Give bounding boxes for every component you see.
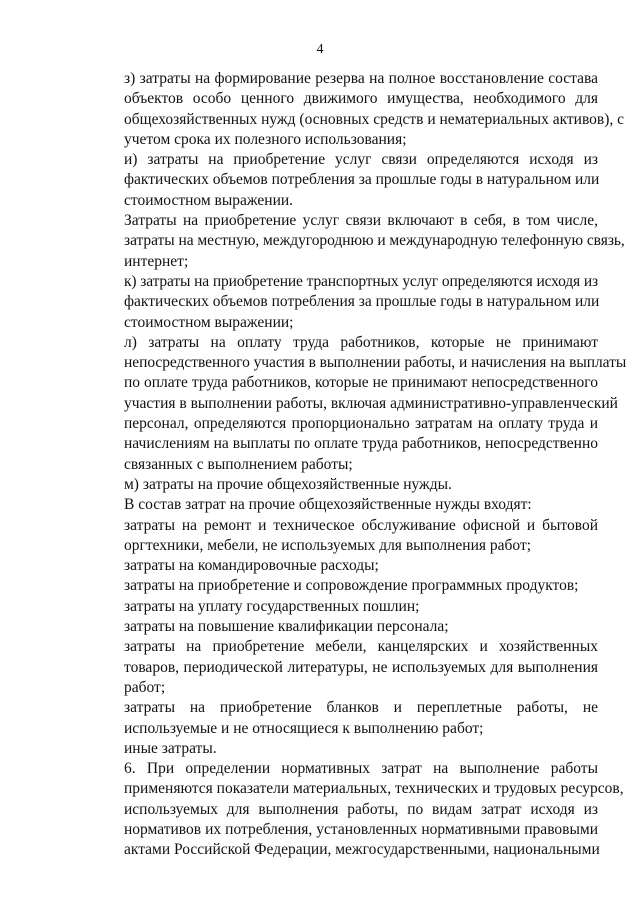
text-line: затраты на командировочные расходы; bbox=[124, 557, 379, 575]
text-line: затраты на уплату государственных пошлин; bbox=[124, 597, 420, 615]
paragraph-k bbox=[94, 272, 598, 333]
text-line: В состав затрат на прочие общехозяйственные нужды входят: bbox=[124, 496, 532, 514]
paragraph-remont bbox=[94, 516, 598, 557]
text-line: и) затраты на приобретение услуг связи определяются исходя из bbox=[124, 151, 598, 169]
paragraph-inye bbox=[94, 739, 598, 759]
text-line: персонал, определяются пропорционально затратам на оплату труда и bbox=[124, 415, 598, 433]
text-line: фактических объемов потребления за прошлые годы в натуральном или bbox=[124, 171, 600, 189]
paragraph-m bbox=[94, 475, 598, 495]
paragraph-programm bbox=[94, 576, 598, 596]
text-line: иные затраты. bbox=[124, 739, 217, 757]
text-line: интернет; bbox=[124, 252, 189, 270]
text-line: затраты на местную, междугороднюю и международную телефонную связь, bbox=[124, 232, 625, 250]
paragraph-blank bbox=[94, 698, 598, 739]
text-line: затраты на приобретение бланков и переплетные работы, не bbox=[124, 699, 598, 717]
text-line: Затраты на приобретение услуг связи включают в себя, в том числе, bbox=[124, 212, 598, 230]
text-line: работ; bbox=[124, 678, 166, 696]
text-line: стоимостном выражении. bbox=[124, 191, 294, 209]
paragraph-kvalif bbox=[94, 617, 598, 637]
text-line: затраты на ремонт и техническое обслуживание офисной и бытовой bbox=[124, 516, 598, 534]
paragraph-l bbox=[94, 333, 627, 475]
document-body bbox=[94, 69, 627, 861]
text-line: общехозяйственных нужд (основных средств и нематериальных активов), с bbox=[124, 110, 625, 128]
paragraph-6 bbox=[94, 759, 624, 860]
text-line: связанных с выполнением работы; bbox=[124, 455, 353, 473]
text-line: используемые и не относящиеся к выполнению работ; bbox=[124, 719, 484, 737]
text-line: актами Российской Федерации, межгосударственными, национальными bbox=[124, 841, 600, 859]
text-line: затраты на приобретение мебели, канцелярских и хозяйственных bbox=[124, 638, 598, 656]
page-number: 4 bbox=[316, 42, 324, 57]
text-line: л) затраты на оплату труда работников, которые не принимают bbox=[124, 333, 598, 351]
text-line: товаров, периодической литературы, не используемых для выполнения bbox=[124, 658, 598, 676]
text-line: учетом срока их полезного использования; bbox=[124, 130, 407, 148]
text-line: 6. При определении нормативных затрат на выполнение работы bbox=[124, 760, 598, 778]
text-line: стоимостном выражении; bbox=[124, 313, 294, 331]
text-line: объектов особо ценного движимого имущества, необходимого для bbox=[124, 90, 598, 108]
text-line: оргтехники, мебели, не используемых для выполнения работ; bbox=[124, 536, 532, 554]
text-line: применяются показатели материальных, технических и трудовых ресурсов, bbox=[124, 780, 624, 798]
text-line: затраты на приобретение и сопровождение программных продуктов; bbox=[124, 577, 579, 595]
text-line: м) затраты на прочие общехозяйственные нужды. bbox=[124, 475, 452, 493]
text-line: непосредственного участия в выполнении работы, и начисления на выплаты bbox=[124, 354, 627, 372]
paragraph-mebel bbox=[94, 637, 598, 698]
paragraph-svyaz bbox=[94, 211, 625, 272]
text-line: по оплате труда работников, которые не принимают непосредственного bbox=[124, 374, 598, 392]
paragraph-z bbox=[94, 69, 625, 150]
text-line: нормативов их потребления, установленных нормативными правовыми bbox=[124, 820, 598, 838]
text-line: к) затраты на приобретение транспортных услуг определяются исходя из bbox=[124, 272, 598, 290]
text-line: используемых для выполнения работы, по видам затрат исходя из bbox=[124, 800, 598, 818]
paragraph-poshlin bbox=[94, 597, 598, 617]
text-line: з) затраты на формирование резерва на полное восстановление состава bbox=[124, 70, 598, 87]
text-line: участия в выполнении работы, включая административно-управленческий bbox=[124, 394, 618, 412]
paragraph-i bbox=[94, 150, 598, 211]
paragraph-komand bbox=[94, 556, 598, 576]
text-line: фактических объемов потребления за прошлые годы в натуральном или bbox=[124, 293, 600, 311]
text-line: затраты на повышение квалификации персонала; bbox=[124, 618, 449, 636]
text-line: начислениям на выплаты по оплате труда работников, непосредственно bbox=[124, 435, 598, 453]
paragraph-sostav bbox=[94, 495, 598, 515]
